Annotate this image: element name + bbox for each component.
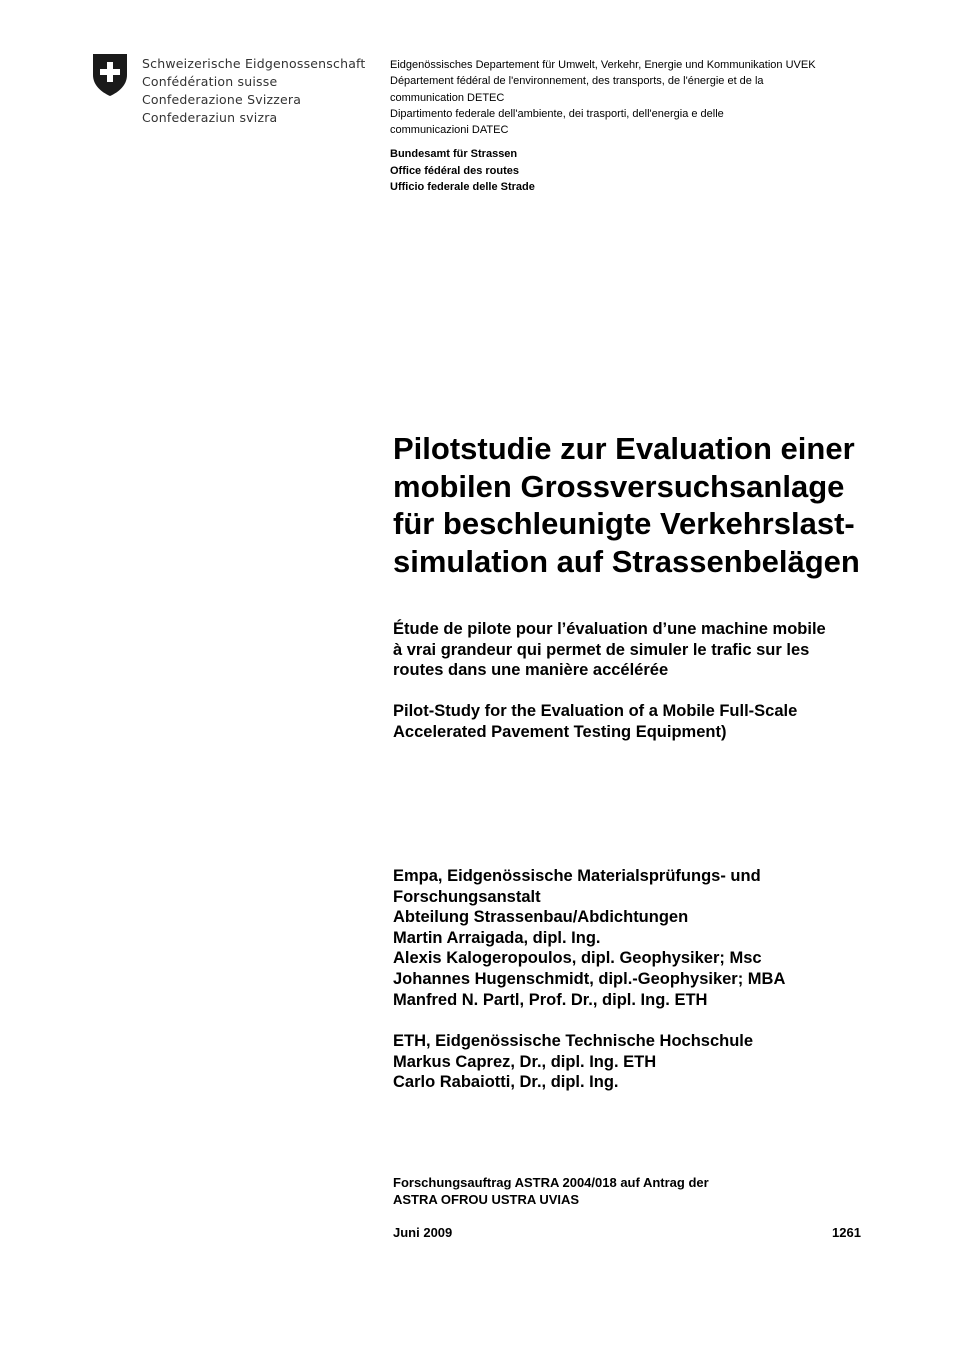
author-line: Abteilung Strassenbau/Abdichtungen <box>393 908 689 927</box>
authors-eth <box>393 1031 753 1093</box>
title-line: Pilot-Study for the Evaluation of a Mobile Full-Scale <box>393 702 798 720</box>
author-line: Manfred N. Partl, Prof. Dr., dipl. Ing. ETH <box>393 990 708 1009</box>
title-french <box>393 619 826 681</box>
department-line: Dipartimento federale dell'ambiente, dei trasporti, dell'energia e delle <box>390 107 724 120</box>
author-line: ETH, Eidgenössische Technische Hochschule <box>393 1032 754 1050</box>
title-line: Accelerated Pavement Testing Equipment) <box>393 722 727 741</box>
author-line: Carlo Rabaiotti, Dr., dipl. Ing. <box>393 1073 619 1092</box>
title-line: mobilen Grossversuchsanlage <box>393 468 845 504</box>
title-line: Étude de pilote pour l’évaluation d’une machine mobile <box>393 620 826 638</box>
title-line: routes dans une manière accélérée <box>393 661 669 679</box>
research-line: Forschungsauftrag ASTRA 2004/018 auf Antrag der <box>393 1175 709 1190</box>
swiss-shield-icon <box>92 53 128 97</box>
office-line: Office fédéral des routes <box>390 164 519 177</box>
confederation-line: Confederazione Svizzera <box>142 92 302 107</box>
title-line: für beschleunigte Verkehrslast- <box>393 506 855 541</box>
office-line: Bundesamt für Strassen <box>390 148 518 160</box>
title-english <box>393 701 797 742</box>
confederation-line: Schweizerische Eidgenossenschaft <box>142 56 366 71</box>
department-line: communicazioni DATEC <box>390 124 509 137</box>
department-header <box>390 57 890 138</box>
author-line: Martin Arraigada, dipl. Ing. <box>393 928 601 947</box>
publication-date: Juni 2009 <box>393 1225 453 1240</box>
author-line: Forschungsanstalt <box>393 887 541 906</box>
confederation-names <box>142 55 366 127</box>
author-line: Johannes Hugenschmidt, dipl.-Geophysiker; MBA <box>393 969 786 988</box>
research-mandate <box>393 1174 709 1208</box>
department-line: communication DETEC <box>390 91 505 104</box>
confederation-line: Confederaziun svizra <box>142 110 278 125</box>
title-line: à vrai grandeur qui permet de simuler le trafic sur les <box>393 640 810 659</box>
department-line: Eidgenössisches Departement für Umwelt, Verkehr, Energie und Kommunikation UVEK <box>390 59 816 71</box>
title-german <box>393 430 860 580</box>
research-line: ASTRA OFROU USTRA UVIAS <box>393 1192 580 1207</box>
title-line: simulation auf Strassenbelägen <box>393 543 860 579</box>
office-line: Ufficio federale delle Strade <box>390 181 535 193</box>
author-line: Empa, Eidgenössische Materialsprüfungs- und <box>393 867 761 885</box>
authors-empa <box>393 866 785 1010</box>
department-line: Département fédéral de l'environnement, des transports, de l'énergie et de la <box>390 75 764 88</box>
office-header <box>390 146 535 196</box>
confederation-line: Confédération suisse <box>142 74 278 89</box>
report-number: 1261 <box>832 1225 861 1240</box>
author-line: Alexis Kalogeropoulos, dipl. Geophysiker; Msc <box>393 949 762 968</box>
author-line: Markus Caprez, Dr., dipl. Ing. ETH <box>393 1052 657 1071</box>
title-line: Pilotstudie zur Evaluation einer <box>393 431 855 466</box>
